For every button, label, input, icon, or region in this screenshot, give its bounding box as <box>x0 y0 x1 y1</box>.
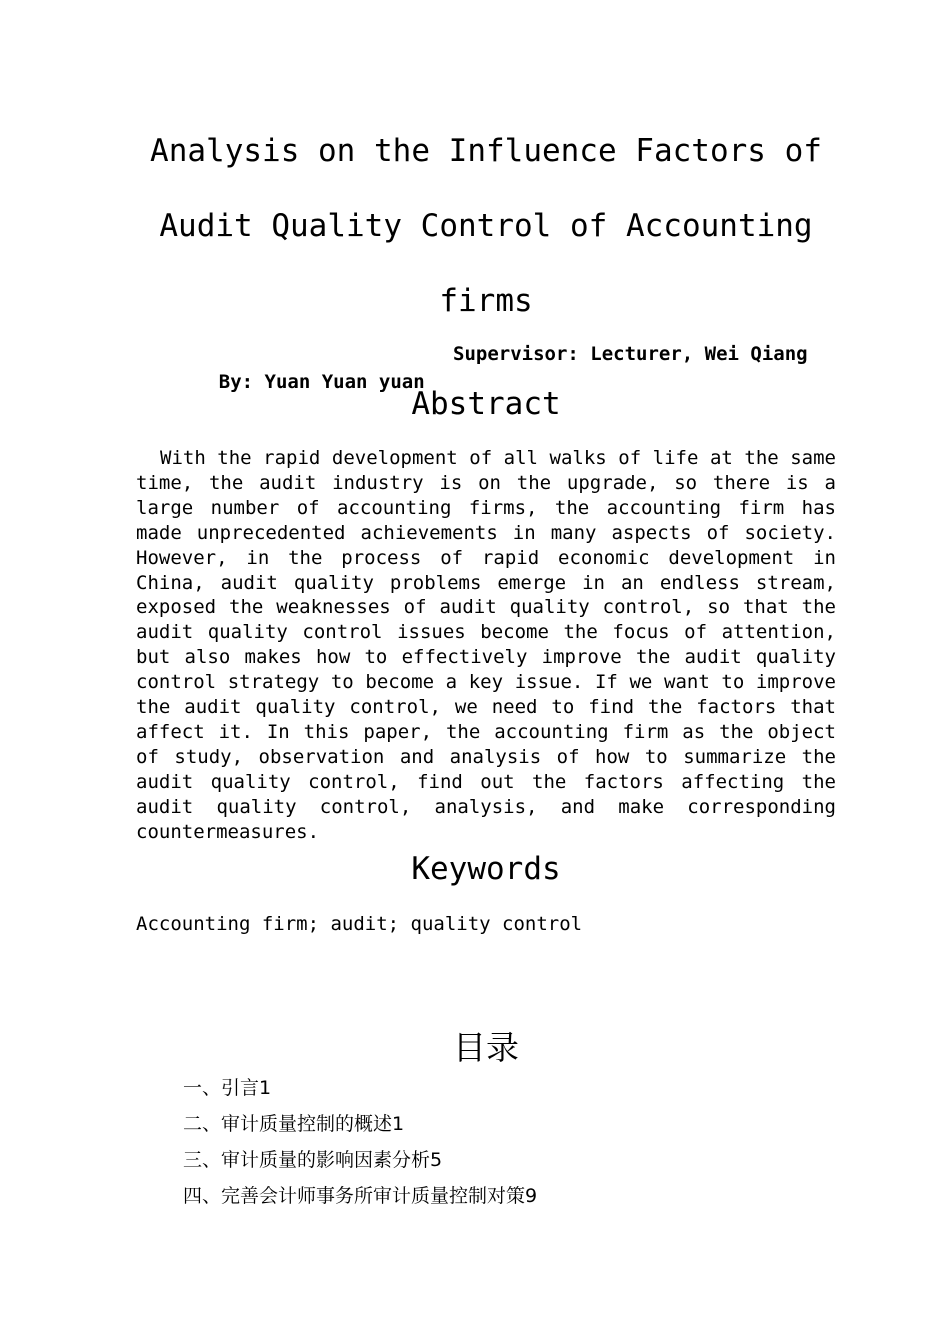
title-line-3: firms <box>439 283 533 319</box>
toc-item[interactable]: 一、引言1 <box>183 1077 272 1099</box>
keywords-heading: Keywords <box>411 851 561 887</box>
table-of-contents <box>183 1072 537 1216</box>
title-line-2: Audit Quality Control of Accounting <box>159 208 813 244</box>
abstract-heading: Abstract <box>411 386 561 422</box>
toc-item[interactable]: 二、审计质量控制的概述1 <box>183 1113 405 1135</box>
abstract-body: With the rapid development of all walks of life at the same time, the audit industry is on the upgrade, so there is a large number of accounting firms, the accounting firm has made unprecedented achievements in many aspects of society. However, in the process of rapid economic development in China, audit quality problems emerge in an endless stream, exposed the weaknesses of audit quality control, so that the audit quality control issues become the focus of attention, but also makes how to effectively improve the audit quality control strategy to become a key issue. If we want to improve the audit quality control, we need to find the factors that affect it. In this paper, the accounting firm as the object of study, observation and analysis of how to summarize the audit quality control, find out the factors affecting the audit quality control, analysis, and make corresponding countermeasures. <box>136 447 836 843</box>
toc-item[interactable]: 四、完善会计师事务所审计质量控制对策9 <box>183 1185 538 1207</box>
toc-heading: 目录 <box>453 1028 519 1067</box>
keywords-text: Accounting firm; audit; quality control <box>136 913 583 935</box>
toc-item[interactable]: 三、审计质量的影响因素分析5 <box>183 1149 443 1171</box>
author-line: By: Yuan Yuan yuan <box>218 371 425 393</box>
supervisor-line: Supervisor: Lecturer, Wei Qiang <box>453 343 808 365</box>
title-line-1: Analysis on the Influence Factors of <box>150 133 822 169</box>
